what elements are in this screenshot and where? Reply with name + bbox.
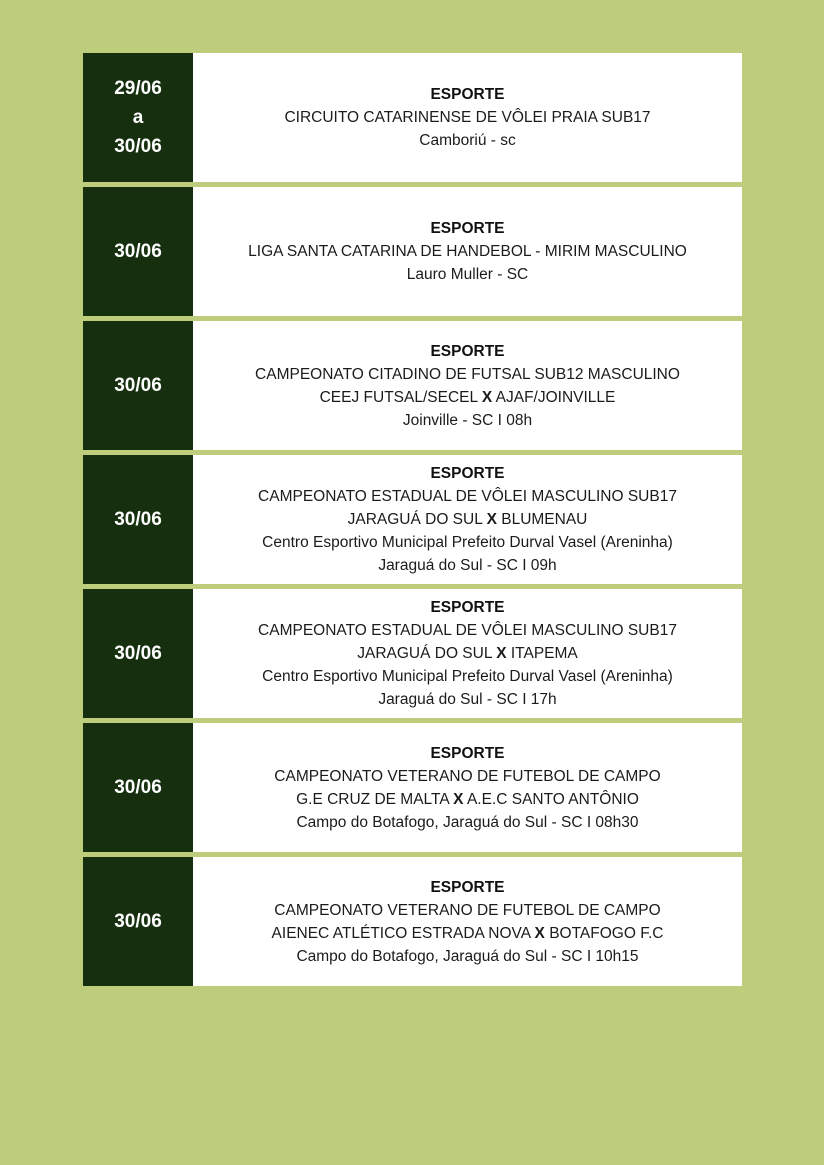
event-date-cell	[83, 723, 193, 852]
event-date	[114, 237, 162, 266]
event-date-cell	[83, 187, 193, 316]
team-b: ITAPEMA	[510, 645, 578, 662]
event-matchup	[320, 386, 616, 409]
event-location: Jaraguá do Sul - SC I 09h	[378, 557, 557, 574]
event-date-line: 30/06	[114, 777, 162, 798]
event-info-cell	[193, 857, 742, 986]
event-date-cell	[83, 53, 193, 182]
event-title: CAMPEONATO ESTADUAL DE VÔLEI MASCULINO SUB17	[258, 622, 677, 639]
event-info-cell	[193, 53, 742, 182]
event-row	[83, 321, 742, 450]
event-category: ESPORTE	[430, 878, 505, 896]
team-b: BLUMENAU	[501, 511, 588, 528]
event-date-line: 30/06	[114, 911, 162, 932]
event-info-cell	[193, 723, 742, 852]
event-date-line: 30/06	[114, 375, 162, 396]
event-location: Joinville - SC I 08h	[402, 411, 533, 429]
event-title: CIRCUITO CATARINENSE DE VÔLEI PRAIA SUB17	[284, 109, 651, 126]
team-a: CEEJ FUTSAL/SECEL	[319, 388, 478, 406]
event-category: ESPORTE	[430, 86, 505, 103]
event-date	[114, 74, 162, 161]
event-date-line: 29/06	[114, 78, 162, 99]
team-a: AIENEC ATLÉTICO ESTRADA NOVA	[271, 924, 531, 942]
versus-marker: X	[481, 388, 493, 406]
event-location: Campo do Botafogo, Jaraguá do Sul - SC I 10h15	[296, 947, 639, 965]
event-matchup	[357, 642, 578, 665]
event-venue: Centro Esportivo Municipal Prefeito Durval Vasel (Areninha)	[262, 534, 673, 551]
event-title: CAMPEONATO ESTADUAL DE VÔLEI MASCULINO SUB17	[258, 488, 677, 505]
event-title: CAMPEONATO VETERANO DE FUTEBOL DE CAMPO	[274, 767, 661, 785]
event-info-cell	[193, 455, 742, 584]
event-date-line: 30/06	[114, 643, 162, 664]
event-matchup	[296, 788, 639, 811]
event-category: ESPORTE	[430, 744, 505, 762]
event-venue: Centro Esportivo Municipal Prefeito Durval Vasel (Areninha)	[262, 668, 673, 685]
event-date-line: 30/06	[114, 509, 162, 530]
team-b: BOTAFOGO F.C	[549, 924, 664, 942]
event-date-line: a	[132, 107, 144, 128]
event-date-cell	[83, 321, 193, 450]
versus-marker: X	[534, 924, 545, 942]
event-row	[83, 53, 742, 182]
event-matchup	[272, 922, 664, 945]
event-info-cell	[193, 187, 742, 316]
event-date	[114, 773, 162, 802]
event-title: LIGA SANTA CATARINA DE HANDEBOL - MIRIM MASCULINO	[248, 243, 687, 260]
event-category: ESPORTE	[430, 599, 505, 616]
event-date	[114, 907, 162, 936]
event-date-cell	[83, 857, 193, 986]
event-row	[83, 455, 742, 584]
versus-marker: X	[453, 790, 464, 808]
versus-marker: X	[496, 645, 507, 662]
event-row	[83, 723, 742, 852]
team-b: AJAF/JOINVILLE	[495, 388, 616, 406]
event-date-line: 30/06	[114, 241, 162, 262]
event-row	[83, 187, 742, 316]
event-date	[114, 639, 162, 668]
event-matchup	[348, 508, 588, 531]
team-a: JARAGUÁ DO SUL	[357, 645, 492, 662]
event-title: CAMPEONATO VETERANO DE FUTEBOL DE CAMPO	[274, 901, 661, 919]
event-date-line: 30/06	[114, 136, 162, 157]
event-row	[83, 589, 742, 718]
event-date	[114, 505, 162, 534]
event-location: Camboriú - sc	[419, 132, 516, 149]
team-b: A.E.C SANTO ANTÔNIO	[466, 790, 639, 808]
team-a: G.E CRUZ DE MALTA	[296, 790, 449, 808]
event-info-cell	[193, 321, 742, 450]
event-location: Campo do Botafogo, Jaraguá do Sul - SC I 08h30	[296, 813, 639, 831]
event-schedule	[83, 53, 742, 986]
event-row	[83, 857, 742, 986]
event-location: Lauro Muller - SC	[406, 266, 529, 283]
event-category: ESPORTE	[430, 342, 505, 360]
event-info-cell	[193, 589, 742, 718]
event-category: ESPORTE	[430, 220, 505, 237]
team-a: JARAGUÁ DO SUL	[347, 511, 483, 528]
event-date	[114, 371, 162, 400]
event-date-cell	[83, 589, 193, 718]
event-location: Jaraguá do Sul - SC I 17h	[378, 691, 557, 708]
versus-marker: X	[486, 511, 497, 528]
event-category: ESPORTE	[430, 465, 505, 482]
event-title: CAMPEONATO CITADINO DE FUTSAL SUB12 MASCULINO	[255, 365, 680, 383]
event-date-cell	[83, 455, 193, 584]
